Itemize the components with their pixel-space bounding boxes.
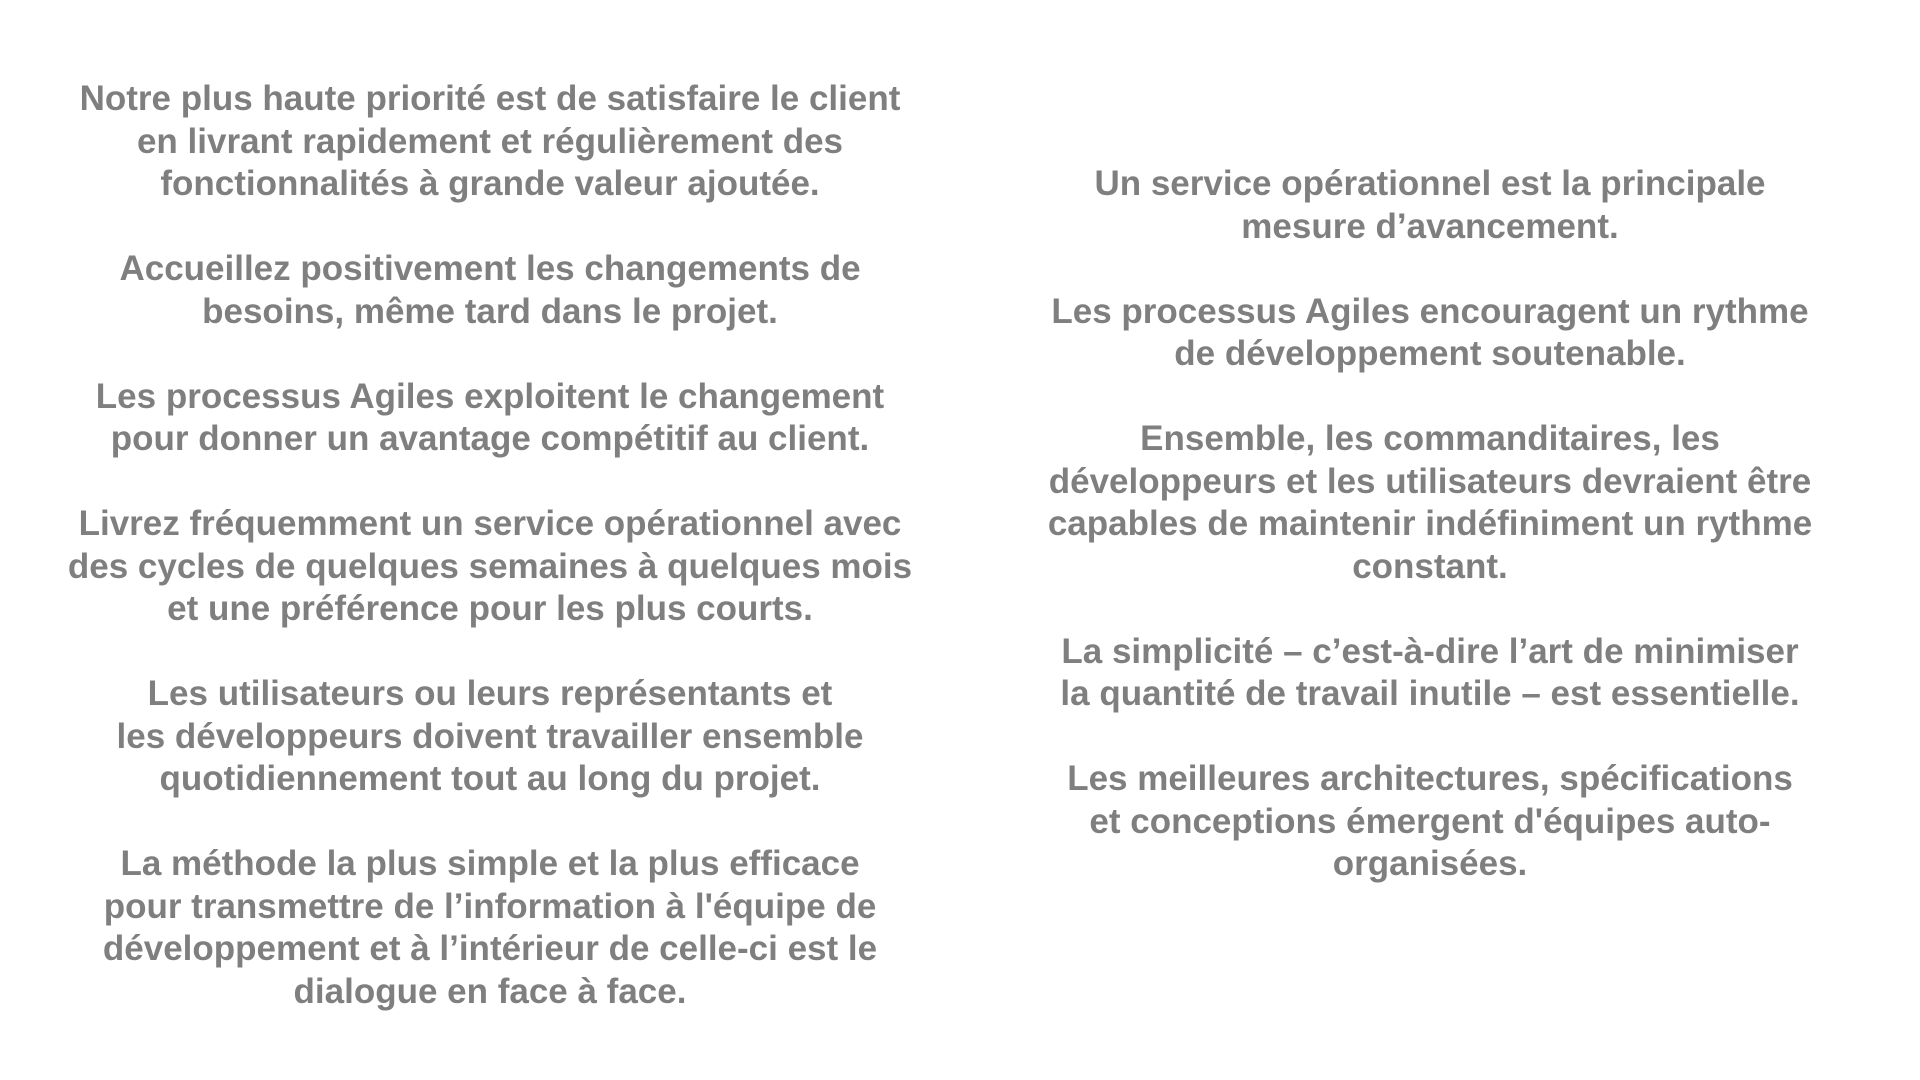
principle-sustainable-pace: Les processus Agiles encouragent un rythme de développement soutenable. bbox=[1051, 291, 1809, 373]
principle-competitive-advantage: Les processus Agiles exploitent le changement pour donner un avantage compétitif au client. bbox=[95, 376, 885, 458]
principle-customer-satisfaction: Notre plus haute priorité est de satisfaire le client en livrant rapidement et régulièrement des fonctionnalités à grande valeur ajoutée. bbox=[79, 79, 901, 203]
principle-self-organizing-teams: Les meilleures architectures, spécifications et conceptions émergent d'équipes auto- organisées. bbox=[1067, 759, 1793, 883]
principle-welcome-change: Accueillez positivement les changements de besoins, même tard dans le projet. bbox=[119, 249, 861, 331]
principle-working-software: Un service opérationnel est la principale mesure d’avancement. bbox=[1094, 164, 1766, 246]
right-column bbox=[1010, 163, 1850, 886]
left-column bbox=[40, 78, 940, 1013]
principle-frequent-delivery: Livrez fréquemment un service opérationnel avec des cycles de quelques semaines à quelques mois et une préférence pour les plus courts. bbox=[67, 504, 913, 628]
principle-daily-collaboration: Les utilisateurs ou leurs représentants et les développeurs doivent travailler ensemble quotidiennement tout au long du projet. bbox=[116, 674, 864, 798]
principle-face-to-face: La méthode la plus simple et la plus efficace pour transmettre de l’information à l'équipe de développement et à l’intérieur de celle-ci est le dialogue en face à face. bbox=[102, 844, 878, 1011]
principle-constant-pace: Ensemble, les commanditaires, les développeurs et les utilisateurs devraient être capables de maintenir indéfiniment un rythme constant. bbox=[1047, 419, 1813, 586]
principle-simplicity: La simplicité – c’est-à-dire l’art de minimiser la quantité de travail inutile – est essentielle. bbox=[1060, 631, 1800, 713]
